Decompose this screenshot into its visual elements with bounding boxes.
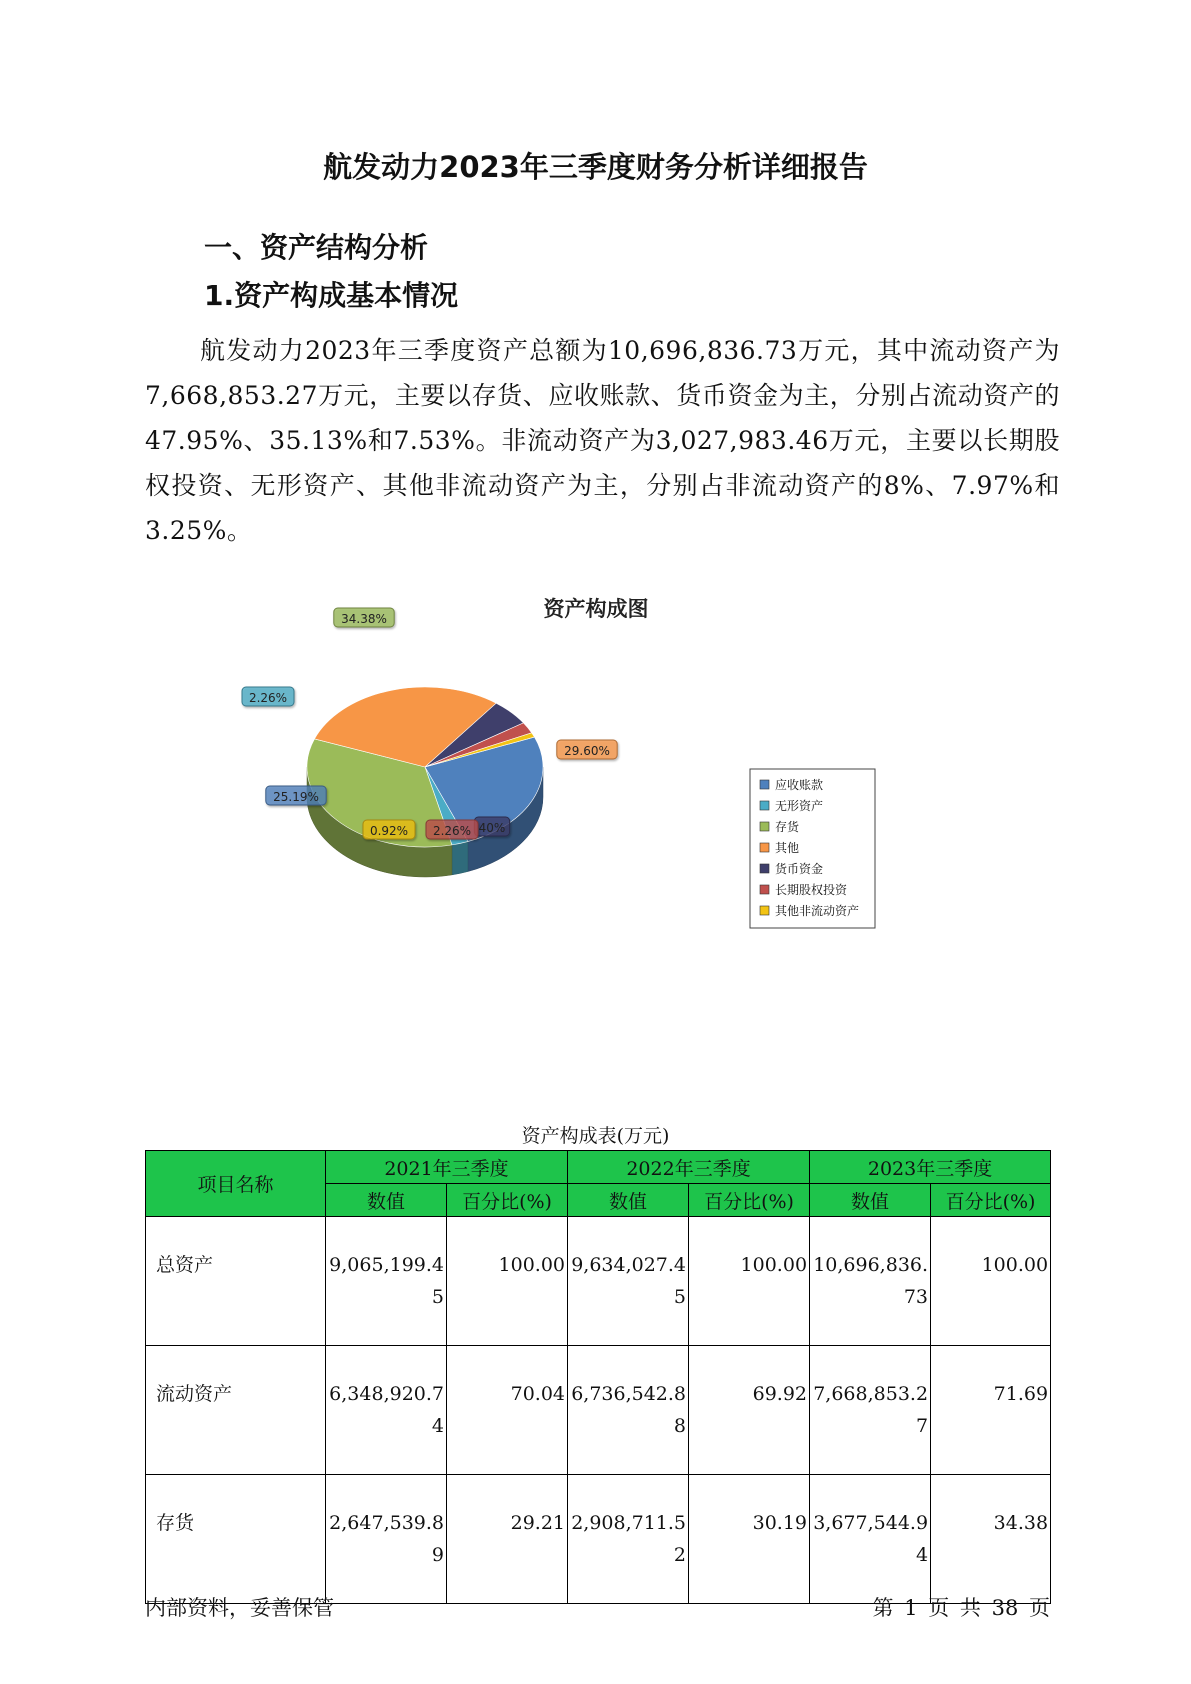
pie-data-label [474,817,509,836]
row-name: 总资产 [146,1217,326,1346]
svg-text:货币资金: 货币资金 [775,862,824,876]
body-paragraph: 航发动力2023年三季度资产总额为10,696,836.73万元，其中流动资产为7,668,853.27万元，主要以存货、应收账款、货币资金为主，分别占流动资产的47.95%、35.13%和7.53%。非流动资产为3,027,983.46万元，主要以长期股权投资、无形资产、其他非流动资产为主，分别占非流动资产的8%、7.97%和3.25%。 [145,336,1060,545]
subheader-percent: 百分比(%) [447,1184,568,1217]
chart-title: 资产构成图 [543,597,649,621]
table-row [146,1217,1051,1346]
pie-data-label [334,608,394,627]
pie-data-label [426,820,478,839]
svg-text:29.60%: 29.60% [564,744,610,758]
cell-percent: 70.04 [447,1346,568,1475]
svg-text:34.38%: 34.38% [341,612,387,626]
header-item-name: 项目名称 [146,1151,326,1217]
cell-value: 10,696,836.73 [810,1217,931,1346]
row-name: 流动资产 [146,1346,326,1475]
pie-data-label [363,820,415,839]
header-period: 2021年三季度 [326,1151,568,1184]
legend-item [760,903,859,918]
cell-value: 2,647,539.89 [326,1475,447,1604]
pie-data-label [557,740,617,759]
subheader-value: 数值 [810,1184,931,1217]
cell-value: 7,668,853.27 [810,1346,931,1475]
footer-confidential: 内部资料，妥善保管 [145,1596,334,1620]
svg-text:其他非流动资产: 其他非流动资产 [775,904,860,918]
svg-text:存货: 存货 [775,820,800,834]
svg-text:2.26%: 2.26% [248,691,288,705]
header-period: 2022年三季度 [568,1151,810,1184]
svg-text:0.92%: 0.92% [369,824,409,838]
cell-value: 2,908,711.52 [568,1475,689,1604]
chart-legend [750,769,875,928]
cell-percent: 71.69 [931,1346,1051,1475]
cell-value: 6,348,920.74 [326,1346,447,1475]
svg-text:其他: 其他 [775,841,800,855]
svg-text:无形资产: 无形资产 [775,799,824,813]
page-title: 航发动力2023年三季度财务分析详细报告 [323,150,868,184]
pie-data-label [242,687,294,706]
svg-text:25.19%: 25.19% [273,790,319,804]
cell-value: 6,736,542.88 [568,1346,689,1475]
cell-value: 3,677,544.94 [810,1475,931,1604]
subheader-value: 数值 [568,1184,689,1217]
cell-value: 9,634,027.45 [568,1217,689,1346]
cell-percent: 34.38 [931,1475,1051,1604]
cell-percent: 100.00 [447,1217,568,1346]
table-caption: 资产构成表(万元) [521,1125,670,1147]
section-heading: 一、资产结构分析 [204,231,429,264]
subsection-heading: 1.资产构成基本情况 [204,279,459,312]
svg-text:40%: 40% [478,821,506,835]
footer-page-number: 第 1 页 共 38 页 [872,1596,1050,1620]
cell-percent: 30.19 [689,1475,810,1604]
cell-percent: 100.00 [689,1217,810,1346]
cell-percent: 69.92 [689,1346,810,1475]
asset-composition-table [145,1150,1051,1604]
subheader-percent: 百分比(%) [931,1184,1051,1217]
svg-text:2.26%: 2.26% [432,824,472,838]
subheader-percent: 百分比(%) [689,1184,810,1217]
row-name: 存货 [146,1475,326,1604]
svg-text:应收账款: 应收账款 [775,778,824,792]
pie-slice-side [452,842,468,875]
header-period: 2023年三季度 [810,1151,1051,1184]
pie-data-label [266,786,326,805]
table-row [146,1346,1051,1475]
asset-composition-pie-chart [0,585,1191,945]
svg-text:长期股权投资: 长期股权投资 [775,883,848,897]
cell-value: 9,065,199.45 [326,1217,447,1346]
subheader-value: 数值 [326,1184,447,1217]
cell-percent: 100.00 [931,1217,1051,1346]
table-row [146,1475,1051,1604]
cell-percent: 29.21 [447,1475,568,1604]
